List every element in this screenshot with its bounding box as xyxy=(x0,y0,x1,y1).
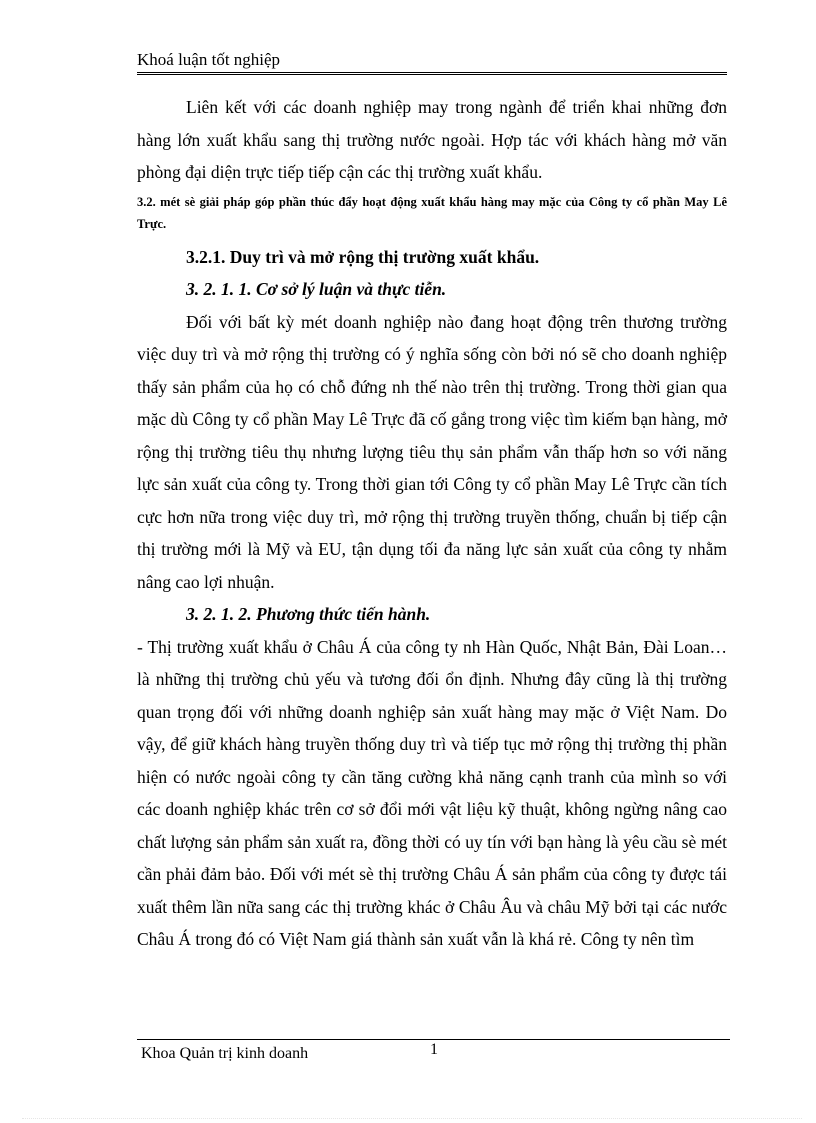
section-heading: 3.2. mét sè giải pháp góp phần thúc đẩy hoạt động xuất khẩu hàng may mặc của Công ty cổ phần May Lê Trực. xyxy=(137,194,727,231)
header-title: Khoá luận tốt nghiệp xyxy=(137,50,281,69)
footer-department: Khoa Quản trị kinh doanh xyxy=(141,1045,309,1062)
subsubsection-heading-2: 3. 2. 1. 2. Phương thức tiến hành. xyxy=(186,604,431,624)
page-number: 1 xyxy=(430,1041,438,1058)
page-header xyxy=(137,50,727,70)
paragraph-theory: Đối với bất kỳ mét doanh nghiệp nào đang hoạt động trên thương trường việc duy trì và mở rộng thị trường có ý nghĩa sống còn bởi nó sẽ cho doanh nghiệp thấy sản phẩm của họ có chỗ đứng nh thế nào trên thị trường. Trong thời gian qua mặc dù Công ty cổ phần May Lê Trực đã cố gắng trong việc tìm kiếm bạn hàng, mở rộng thị trường tiêu thụ nhưng lượng tiêu thụ sản phẩm vẫn thấp hơn so với năng lực sản xuất của công ty. Trong thời gian tới Công ty cổ phần May Lê Trực cần tích cực hơn nữa trong việc duy trì, mở rộng thị trường truyền thống, chuẩn bị tiếp cận thị trường mới là Mỹ và EU, tận dụng tối đa năng lực sản xuất của công ty nhằm nâng cao lợi nhuận. xyxy=(137,311,727,592)
document-body xyxy=(137,91,727,956)
header-rule-double xyxy=(137,74,727,75)
header-rule xyxy=(137,72,727,73)
subsubsection-heading-1: 3. 2. 1. 1. Cơ sở lý luận và thực tiễn. xyxy=(186,279,447,299)
page-edge xyxy=(22,1118,802,1119)
paragraph-method: - Thị trường xuất khẩu ở Châu Á của công ty nh Hàn Quốc, Nhật Bản, Đài Loan… là những thị trường chủ yếu và tương đối ổn định. Nhưng đây cũng là thị trường quan trọng đối với những doanh nghiệp sản xuất hàng may mặc ở Việt Nam. Do vậy, để giữ khách hàng truyền thống duy trì và tiếp tục mở rộng thị trường thị phần hiện có nước ngoài công ty cần tăng cường khả năng cạnh tranh của mình so với các doanh nghiệp khác trên cơ sở đổi mới vật liệu kỹ thuật, không ngừng nâng cao chất lượng sản phẩm sản xuất ra, đồng thời có uy tín với bạn hàng là yêu cầu sè mét cần phải đảm bảo. Đối với mét sè thị trường Châu Á sản phẩm của công ty được tái xuất thêm lần nữa sang các thị trường khác ở Châu Âu và châu Mỹ bởi tại các nước Châu Á trong đó có Việt Nam giá thành sản xuất vẫn là khá rẻ. Công ty nên tìm xyxy=(137,636,727,949)
footer-rule xyxy=(137,1039,730,1040)
subsection-heading: 3.2.1. Duy trì và mở rộng thị trường xuất khẩu. xyxy=(186,246,540,267)
paragraph-intro: Liên kết với các doanh nghiệp may trong ngành để triển khai những đơn hàng lớn xuất khẩu sang thị trường nước ngoài. Hợp tác với khách hàng mở văn phòng đại diện trực tiếp tiếp cận các thị trường xuất khẩu. xyxy=(137,97,727,182)
